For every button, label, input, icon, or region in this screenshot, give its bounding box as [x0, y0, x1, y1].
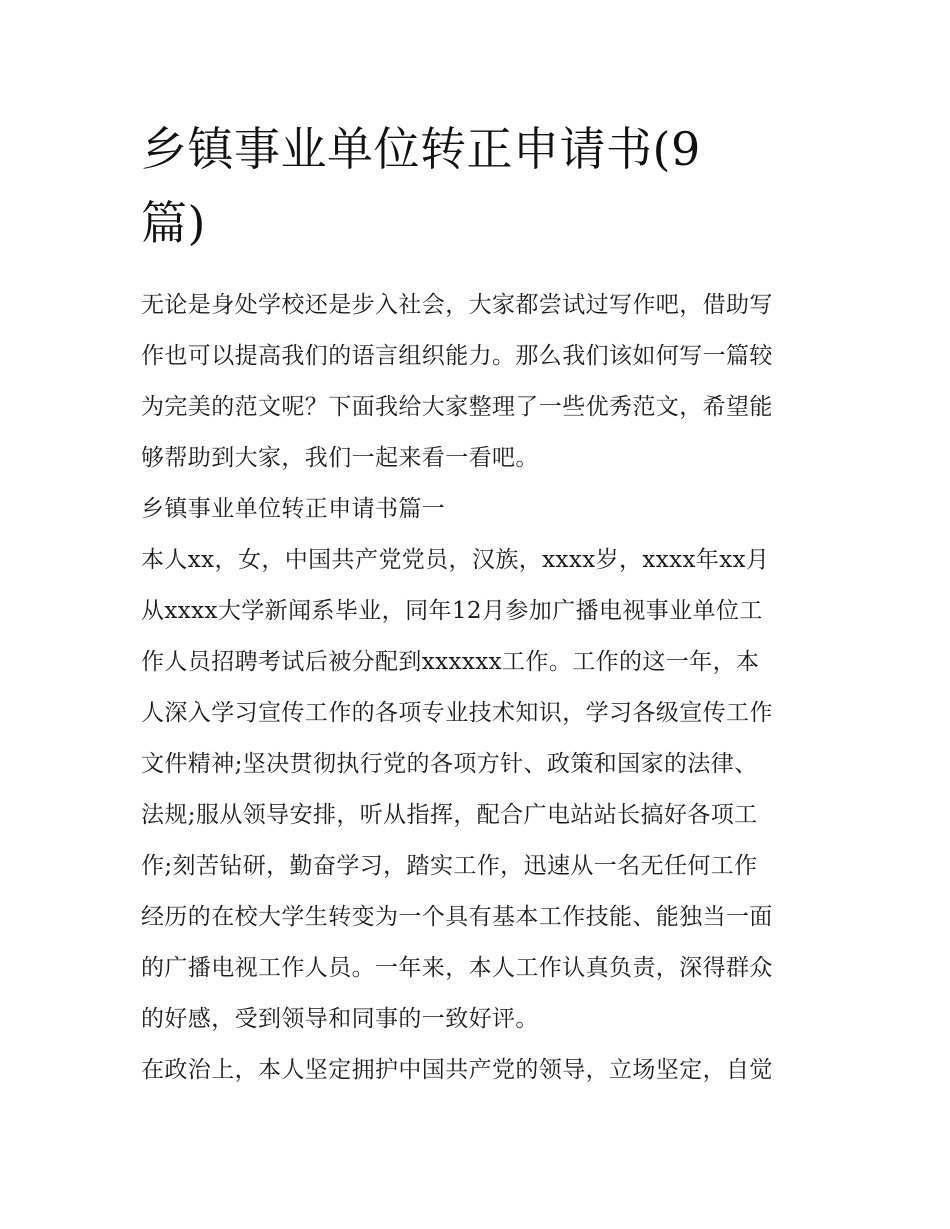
text-line: 从xxxx大学新闻系毕业，同年12月参加广播电视事业单位工	[141, 598, 763, 624]
text-line: 本人xx，女，中国共产党党员，汉族，xxxx岁，xxxx年xx月	[141, 547, 770, 573]
body-paragraph	[141, 535, 813, 1045]
text-line: 经历的在校大学生转变为一个具有基本工作技能、能独当一面	[141, 904, 773, 930]
text-line: 法规;服从领导安排，听从指挥，配合广电站站长搞好各项工	[141, 802, 758, 828]
document-body	[141, 280, 813, 1096]
text-line: 无论是身处学校还是步入社会，大家都尝试过写作吧，借助写	[141, 292, 773, 318]
text-line: 在政治上，本人坚定拥护中国共产党的领导，立场坚定，自觉	[141, 1057, 773, 1083]
text-line: 够帮助到大家，我们一起来看一看吧。	[141, 445, 539, 471]
text-line: 乡镇事业单位转正申请书篇一	[141, 496, 446, 522]
title-line: 乡镇事业单位转正申请书(9	[141, 122, 701, 176]
document-title	[141, 112, 761, 260]
text-line: 为完美的范文呢？下面我给大家整理了一些优秀范文，希望能	[141, 394, 773, 420]
intro-paragraph	[141, 280, 813, 484]
document-content	[141, 112, 813, 1096]
title-line: 篇)	[141, 196, 206, 250]
section-heading	[141, 484, 813, 535]
text-line: 人深入学习宣传工作的各项专业技术知识，学习各级宣传工作	[141, 700, 773, 726]
text-line: 作;刻苦钻研，勤奋学习，踏实工作，迅速从一名无任何工作	[141, 853, 758, 879]
text-line: 作人员招聘考试后被分配到xxxxxx工作。工作的这一年，本	[141, 649, 760, 675]
text-line: 作也可以提高我们的语言组织能力。那么我们该如何写一篇较	[141, 343, 773, 369]
text-line: 文件精神;坚决贯彻执行党的各项方针、政策和国家的法律、	[141, 751, 758, 777]
text-line: 的好感，受到领导和同事的一致好评。	[141, 1006, 539, 1032]
text-line: 的广播电视工作人员。一年来，本人工作认真负责，深得群众	[141, 955, 773, 981]
body-paragraph	[141, 1045, 813, 1096]
